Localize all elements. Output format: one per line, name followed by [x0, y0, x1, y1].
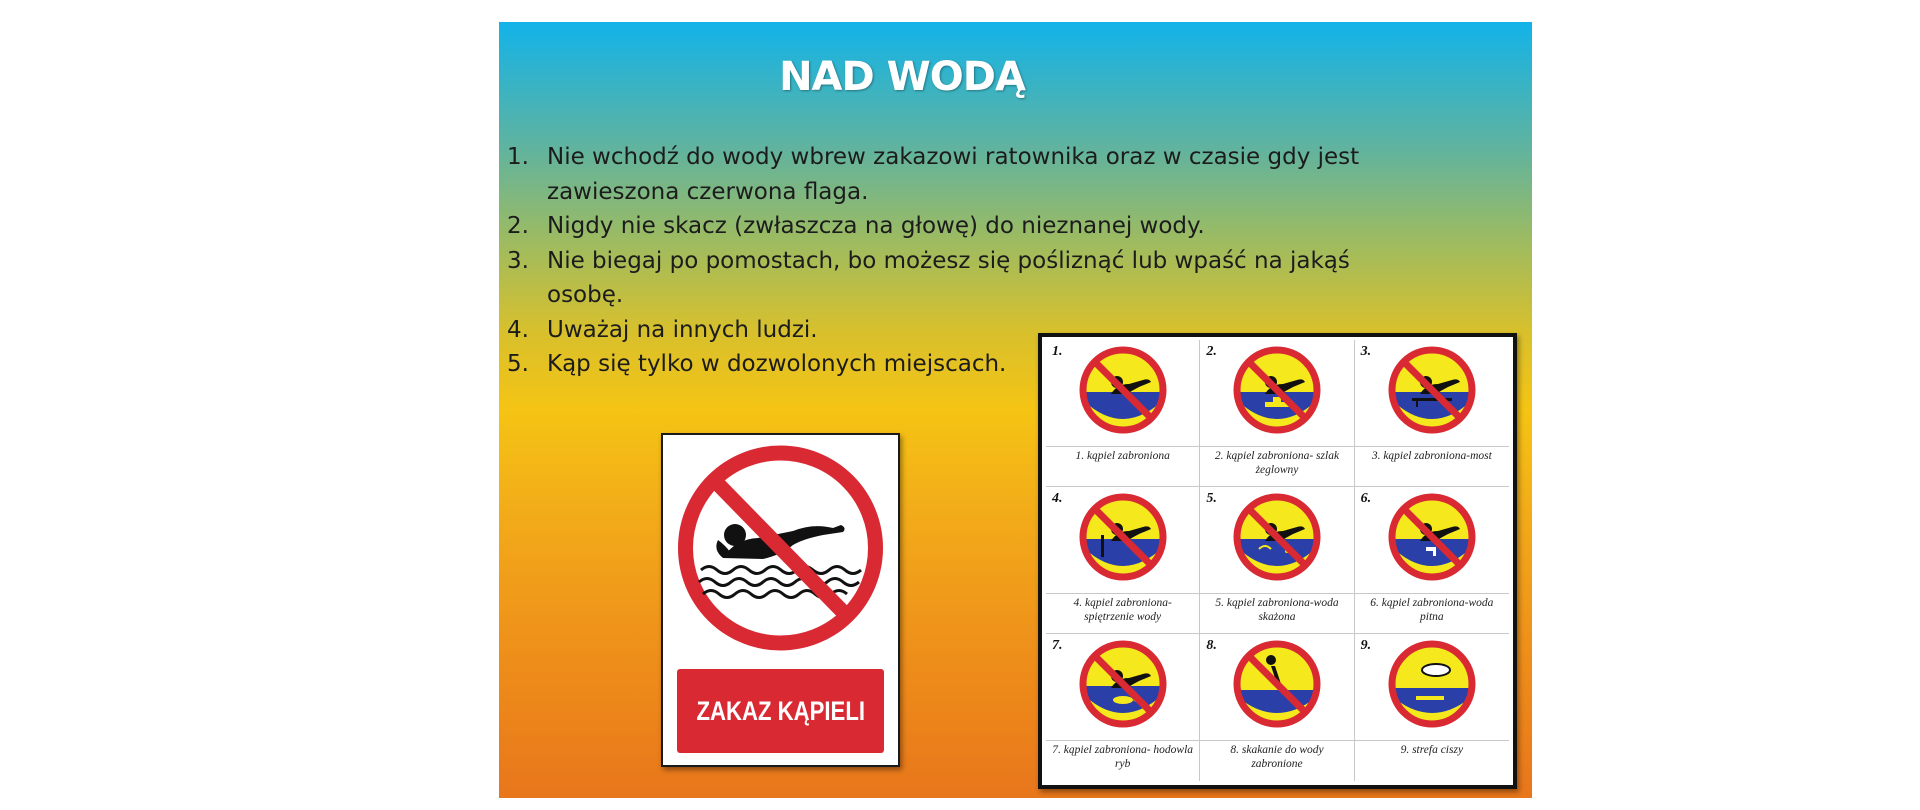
divider [1355, 740, 1509, 741]
no-swimming-weir-icon [1077, 491, 1169, 583]
sign-cell [1200, 340, 1354, 487]
cell-caption: 9. strefa ciszy [1400, 744, 1464, 756]
cell-caption: 4. kąpiel zabroniona- spiętrzenie wody [1073, 597, 1172, 623]
rule-item [507, 140, 1377, 209]
slide-title: NAD WODĄ [779, 54, 1025, 100]
sign-label: ZAKAZ KĄPIELI [696, 695, 865, 726]
no-diving-icon [1231, 638, 1323, 730]
sign-cell [1046, 487, 1200, 634]
sign-cell [1046, 634, 1200, 781]
divider [1046, 446, 1199, 447]
cell-caption: 7. kąpiel zabroniona- hodowla ryb [1052, 744, 1194, 770]
cell-caption: 1. kąpiel zabroniona [1075, 450, 1170, 462]
no-swimming-fish-farm-icon [1077, 638, 1169, 730]
cell-number: 8. [1206, 638, 1217, 653]
cell-number: 4. [1052, 491, 1063, 506]
no-swimming-sign [661, 433, 900, 767]
cell-caption: 5. kąpiel zabroniona-woda skażona [1215, 597, 1339, 623]
rule-text: Nigdy nie skacz (zwłaszcza na głowę) do nieznanej wody. [547, 213, 1205, 239]
sign-cell [1200, 487, 1354, 634]
sign-cell [1200, 634, 1354, 781]
rule-number: 5. [507, 351, 529, 377]
divider [1200, 446, 1353, 447]
divider [1355, 446, 1509, 447]
sign-cell [1355, 340, 1509, 487]
sign-cell [1046, 340, 1200, 487]
rule-item [507, 209, 1377, 244]
rule-text: Uważaj na innych ludzi. [547, 316, 818, 343]
divider [1046, 593, 1199, 594]
rule-number: 1. [507, 144, 529, 170]
divider [1046, 740, 1199, 741]
no-swimming-bridge-icon [1386, 344, 1478, 436]
rule-text: Kąp się tylko w dozwolonych miejscach. [547, 351, 1007, 377]
rule-number: 2. [507, 213, 529, 239]
cell-number: 6. [1360, 491, 1372, 506]
prohibition-signs-grid [1046, 340, 1509, 781]
sign-cell [1355, 487, 1509, 634]
cell-caption: 3. kąpiel zabroniona-most [1371, 450, 1492, 462]
rule-text: Nie biegaj po pomostach, bo możesz się pośliznąć lub wpaść na jakąś osobę. [547, 247, 1350, 308]
rule-number: 4. [507, 316, 529, 343]
sign-label-box [677, 669, 884, 753]
cell-number: 1. [1052, 344, 1063, 359]
quiet-zone-icon [1386, 638, 1478, 730]
no-swimming-icon [1077, 344, 1169, 436]
divider [1355, 593, 1509, 594]
cell-caption: 2. kąpiel zabroniona- szlak żeglowny [1214, 450, 1340, 476]
rule-number: 3. [507, 247, 529, 274]
cell-caption: 8. skakanie do wody zabronione [1230, 744, 1324, 770]
rule-item [507, 244, 1377, 313]
sign-cell [1355, 634, 1509, 781]
cell-number: 2. [1206, 344, 1217, 359]
slide [499, 22, 1532, 798]
rule-text: Nie wchodź do wody wbrew zakazowi ratownika oraz w czasie gdy jest zawieszona czerwona flaga. [547, 144, 1360, 205]
cell-number: 9. [1360, 638, 1372, 653]
cell-number: 7. [1052, 638, 1063, 653]
no-swimming-icon [663, 435, 898, 665]
no-swimming-shipping-lane-icon [1231, 344, 1323, 436]
prohibition-signs-table [1038, 333, 1517, 789]
divider [1200, 740, 1353, 741]
cell-number: 5. [1206, 491, 1217, 506]
no-swimming-contaminated-water-icon [1231, 491, 1323, 583]
cell-caption: 6. kąpiel zabroniona-woda pitna [1370, 597, 1494, 623]
divider [1200, 593, 1353, 594]
cell-number: 3. [1360, 344, 1372, 359]
no-swimming-drinking-water-icon [1386, 491, 1478, 583]
